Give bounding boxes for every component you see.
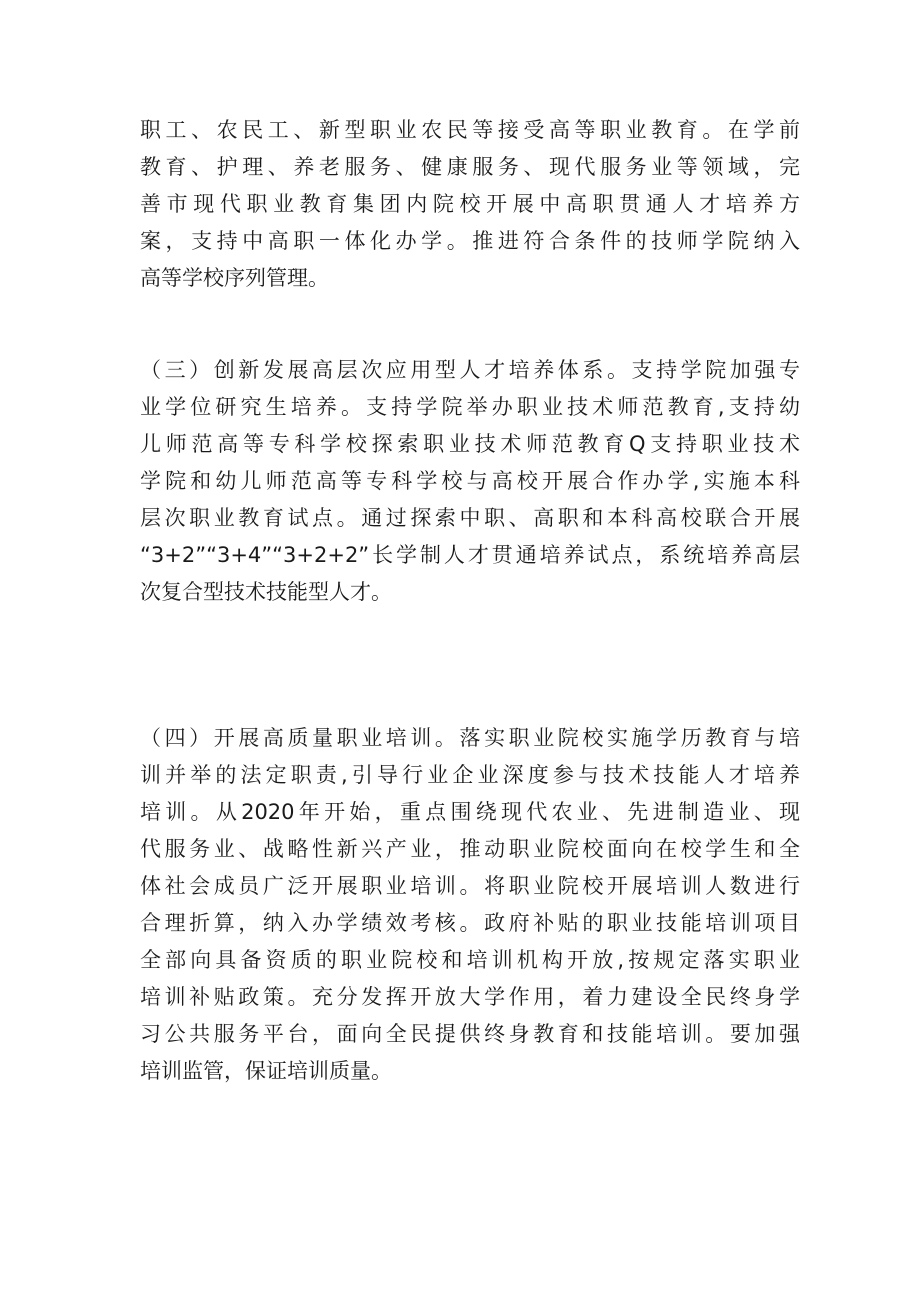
text-line: 培训补贴政策。充分发挥开放大学作用，着力建设全民终身学 bbox=[140, 985, 800, 1009]
paragraph-1 bbox=[140, 112, 800, 297]
text-line: 高等学校序列管理。 bbox=[140, 266, 329, 290]
text-line: 合理折算，纳入办学绩效考核。政府补贴的职业技能培训项目 bbox=[140, 911, 800, 935]
text-line: 次复合型技术技能型人才。 bbox=[140, 580, 392, 604]
text-line: 案，支持中高职一体化办学。推进符合条件的技师学院纳入 bbox=[140, 229, 800, 253]
text-line: 培训。从2020年开始，重点围绕现代农业、先进制造业、现 bbox=[140, 800, 800, 824]
text-line: 儿师范高等专科学校探索职业技术师范教育Q支持职业技术 bbox=[140, 432, 800, 456]
text-line: 层次职业教育试点。通过探索中职、高职和本科高校联合开展 bbox=[140, 506, 800, 530]
text-line: 体社会成员广泛开展职业培训。将职业院校开展培训人数进行 bbox=[140, 874, 800, 898]
text-line: 代服务业、战略性新兴产业，推动职业院校面向在校学生和全 bbox=[140, 837, 800, 861]
text-line: 善市现代职业教育集团内院校开展中高职贯通人才培养方 bbox=[140, 192, 800, 216]
paragraph-2 bbox=[140, 352, 800, 611]
text-line: （四）开展高质量职业培训。落实职业院校实施学历教育与培 bbox=[140, 726, 800, 750]
text-line: （三）创新发展高层次应用型人才培养体系。支持学院加强专 bbox=[140, 358, 800, 382]
text-line: 教育、护理、养老服务、健康服务、现代服务业等领域，完 bbox=[140, 155, 800, 179]
text-line: 习公共服务平台，面向全民提供终身教育和技能培训。要加强 bbox=[140, 1022, 800, 1046]
text-line: 职工、农民工、新型职业农民等接受高等职业教育。在学前 bbox=[140, 118, 800, 142]
text-line: 全部向具备资质的职业院校和培训机构开放,按规定落实职业 bbox=[140, 948, 800, 972]
text-line: 训并举的法定职责,引导行业企业深度参与技术技能人才培养 bbox=[140, 763, 800, 787]
paragraph-3 bbox=[140, 720, 800, 1090]
text-line: 培训监管，保证培训质量。 bbox=[140, 1059, 392, 1083]
text-line: “3+2”“3+4”“3+2+2”长学制人才贯通培养试点，系统培养高层 bbox=[140, 543, 800, 567]
text-line: 业学位研究生培养。支持学院举办职业技术师范教育,支持幼 bbox=[140, 395, 800, 419]
text-line: 学院和幼儿师范高等专科学校与高校开展合作办学,实施本科 bbox=[140, 469, 800, 493]
